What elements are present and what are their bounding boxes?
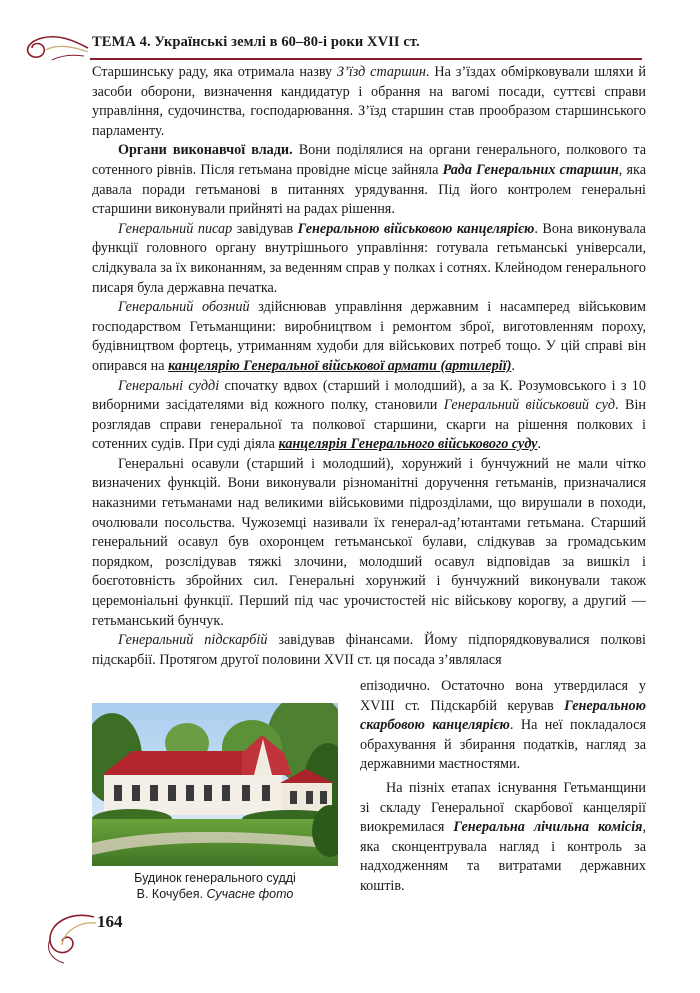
chapter-header-title: ТЕМА 4. Українські землі в 60–80-і роки XVII ст. (92, 34, 420, 50)
ornament-swirl-icon (18, 22, 90, 66)
main-text (92, 63, 646, 670)
paragraph: На пізніх етапах існування Гетьманщини зі складу Генеральної скарбової канцелярії виокремилася Генеральна лічильна комісія, яка сконцентрувала нагляд і контроль за надходженням та витратами державних коштів. (360, 779, 646, 894)
photo-caption (92, 870, 338, 902)
side-text (360, 677, 646, 897)
paragraph: Генеральний обозний здійснював управління державним і насамперед військовим господарством Гетьманщини: виробництвом і ремонтом зброї, виготовленням пороху, будівництвом фортець, утриманням худоби для військових потреб тощо. У цій справі він опирався на канцелярію Генеральної військової армати (артилерії). (92, 299, 647, 374)
paragraph: Генеральні осавули (старший і молодший), хорунжий і бунчужний не мали чітко визначених функцій. Вони виконували різноманітні доручення гетьманів, призначалися наказними гетьманами над великими військовими підрозділами, що вирушали в походи, очолювали посольства. Чужоземці називали їх генерал-ад’ютантами гетьмана. Старший генеральний осавул був охоронцем гетьманської булави, слідкував за громадським порядком, розслідував тяжкі злочини, молодший осавул відповідав за вишкіл і боєготовність збройних сил. Генеральні хорунжий і бунчужний виконували також церемоніальні функції. Перший під час урочистостей ніс військову корогву, а другий — гетьманський бунчук. (92, 455, 646, 629)
paragraph: Генеральний підскарбій завідував фінансами. Йому підпорядковувалися полкові підскарбії. Протягом другої половини XVII ст. ця посада з’являлася (92, 632, 646, 668)
paragraph: Старшинську раду, яка отримала назву З’їзд старшин. На з’їздах обмірковували шляхи й засоби оборони, визначення кандидатур і обрання на вагомі посади, суттєві справи управління, судочинства, господарювання. З’їзд старшин став прообразом старшинського парламенту. (92, 64, 646, 139)
header-divider (90, 58, 642, 60)
paragraph: епізодично. Остаточно вона утвердилася у XVIII ст. Підскарбій керував Генеральною скарбовою канцелярією. На неї покладалося обрахування й збирання податків, нагляд за державними маєтностями. (360, 678, 647, 773)
ornament-swirl-icon (40, 905, 100, 965)
paragraph: Генеральний писар завідував Генеральною військовою канцелярією. Вона виконувала функції головного органу внутрішнього управління: готувала гетьманські універсали, слідкувала за їх виконанням, за веденням справ у полках і сотнях. Клейнодом генерального писаря була державна печатка. (92, 220, 646, 296)
paragraph: Органи виконавчої влади. Вони поділялися на органи генерального, полкового та сотенного рівнів. Після гетьмана провідне місце зайняла Рада Генеральних старшин, яка давала поради гетьманові в питаннях урядування. Під його контролем генеральні старшини виконували прийняті на радах рішення. (92, 142, 646, 218)
caption-line: Будинок генерального судді (134, 871, 296, 885)
kochubey-house-photo (92, 703, 338, 866)
caption-line: В. Кочубея. Сучасне фото (136, 887, 294, 901)
paragraph: Генеральні судді спочатку вдвох (старший і молодший), а за К. Розумовського і з 10 виборними засідателями від кожного полку, становили Генеральний військовий суд. Він розглядав справи генеральної та полкової старшини, скарги на рішення полкових і сотенних судів. При суді діяла канцелярія Генерального військового суду. (92, 377, 646, 453)
page-number: 164 (97, 912, 123, 931)
